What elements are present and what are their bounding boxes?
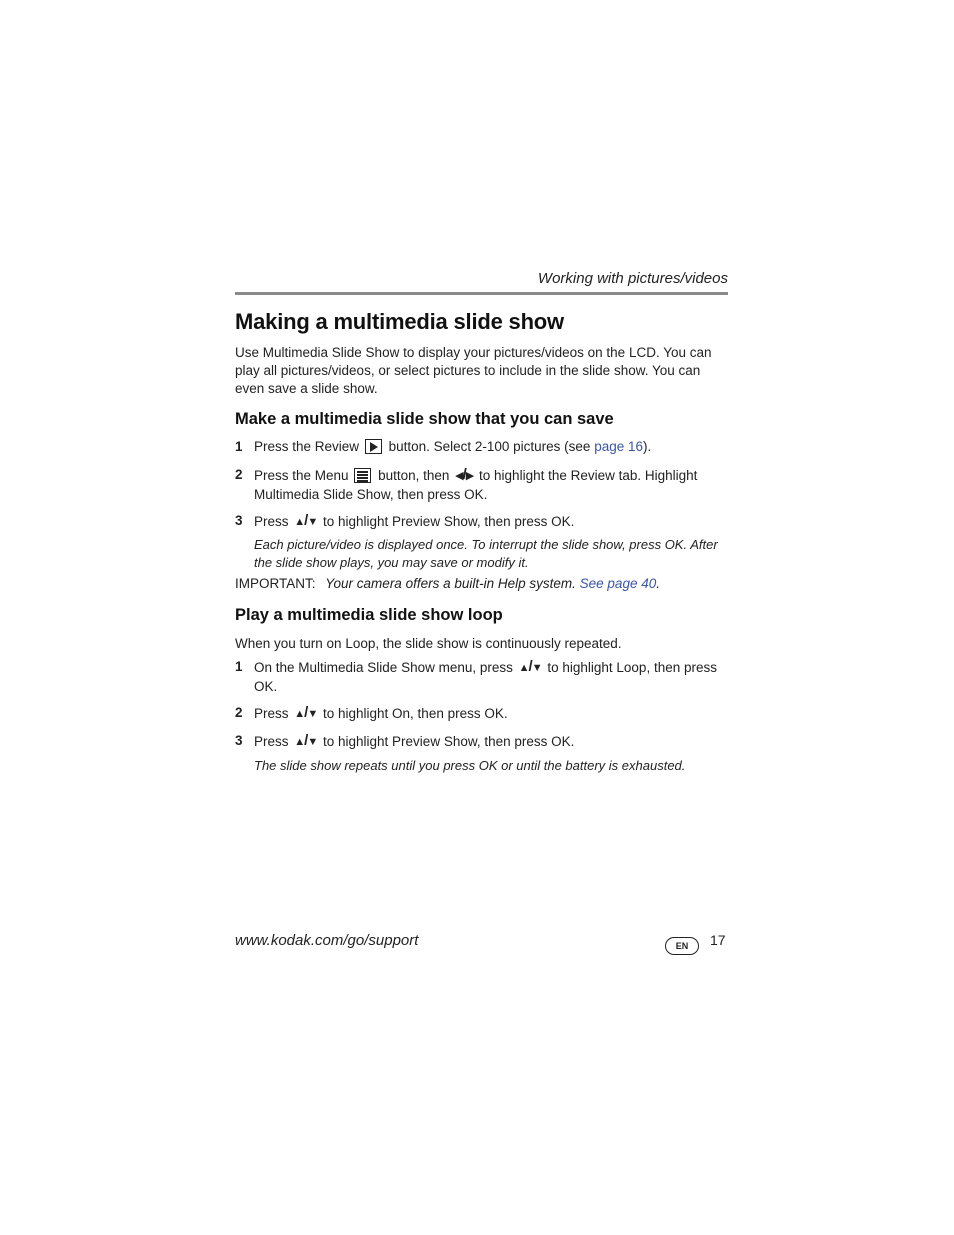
step-number: 3 <box>235 733 243 748</box>
page-title: Making a multimedia slide show <box>235 309 564 334</box>
loop-step-1: 1 On the Multimedia Slide Show menu, press ▲/▼ to highlight Loop, then press OK. <box>235 658 717 694</box>
loop-step-2: 2 Press ▲/▼ to highlight On, then press OK. <box>235 704 728 724</box>
loop-note: The slide show repeats until you press OK or until the battery is exhausted. <box>254 758 686 773</box>
step-number: 2 <box>235 467 243 482</box>
up-down-arrows-icon: ▲/▼ <box>294 512 318 529</box>
step-number: 3 <box>235 513 243 528</box>
section-heading-save: Make a multimedia slide show that you can save <box>235 410 614 428</box>
support-url-link[interactable]: www.kodak.com/go/support <box>235 932 419 949</box>
save-step-3: 3 Press ▲/▼ to highlight Preview Show, then press OK. <box>235 512 728 532</box>
review-play-icon <box>365 439 382 454</box>
loop-intro: When you turn on Loop, the slide show is continuously repeated. <box>235 636 622 651</box>
header-rule <box>235 292 728 295</box>
loop-step-3: 3 Press ▲/▼ to highlight Preview Show, then press OK. <box>235 732 728 752</box>
save-step-1: 1 Press the Review button. Select 2-100 pictures (see page 16). <box>235 438 728 457</box>
left-right-arrows-icon: ◀/▶ <box>455 466 474 483</box>
up-down-arrows-icon: ▲/▼ <box>294 732 318 749</box>
page-40-link[interactable]: See page 40 <box>579 576 657 591</box>
step-number: 1 <box>235 659 243 674</box>
section-heading-loop: Play a multimedia slide show loop <box>235 606 503 624</box>
page-16-link[interactable]: page 16 <box>594 439 644 454</box>
intro-paragraph: Use Multimedia Slide Show to display your pictures/videos on the LCD. You can play all pictures/videos, or select pictures to include in the slide show. You can even save a slide show. <box>235 345 712 396</box>
menu-icon <box>354 468 371 483</box>
language-badge: EN <box>665 937 699 955</box>
save-step-2: 2 Press the Menu button, then ◀/▶ to highlight the Review tab. Highlight Multimedia Slide Show, then press OK. <box>235 466 698 502</box>
running-head: Working with pictures/videos <box>537 270 728 287</box>
up-down-arrows-icon: ▲/▼ <box>294 704 318 721</box>
save-note: Each picture/video is displayed once. To interrupt the slide show, press OK. After the slide show plays, you may save or modify it. <box>254 537 718 570</box>
important-note: IMPORTANT: Your camera offers a built-in Help system. See page 40. <box>235 576 660 591</box>
important-label: IMPORTANT: <box>235 576 316 591</box>
page-number: 17 <box>710 932 726 948</box>
up-down-arrows-icon: ▲/▼ <box>518 658 542 675</box>
step-number: 1 <box>235 439 243 454</box>
step-number: 2 <box>235 705 243 720</box>
